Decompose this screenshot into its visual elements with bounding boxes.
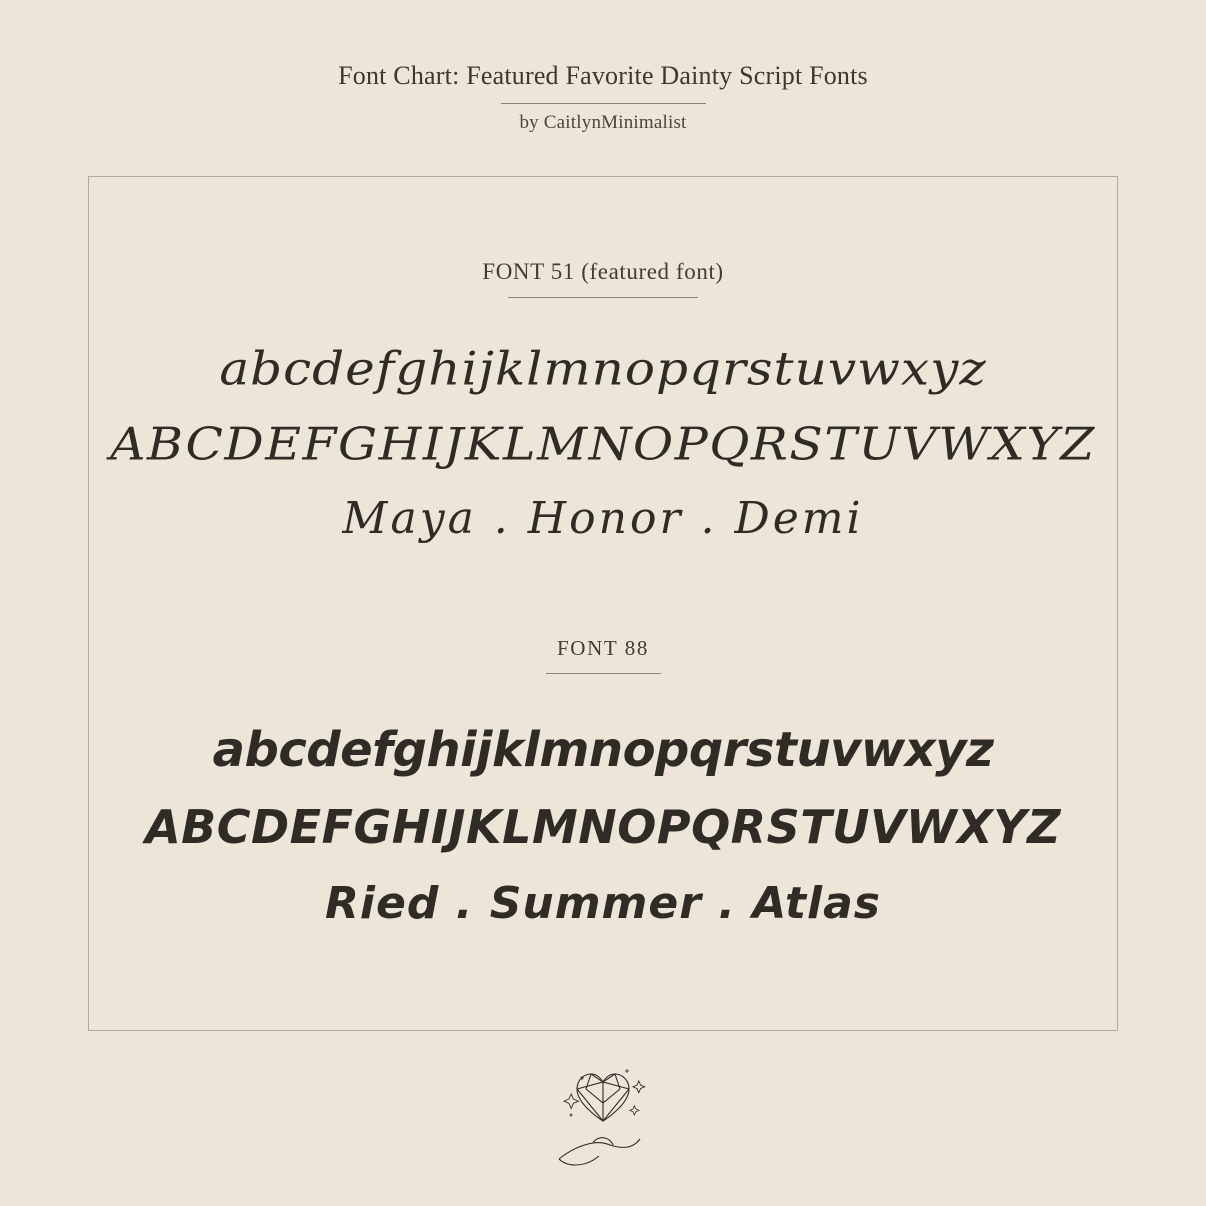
font-51-uppercase-sample: ABCDEFGHIJKLMNOPQRSTUVWXYZ (110, 418, 1096, 471)
geometric-heart-in-hand-logo-icon (533, 1055, 673, 1180)
font-51-names-sample: Maya . Honor . Demi (342, 493, 864, 544)
font-51-lowercase-sample: abcdefghijklmnopqrstuvwxyz (219, 342, 987, 396)
font-88-label: FONT 88 (557, 636, 649, 660)
font-88-names-sample: Ried . Summer . Atlas (325, 878, 881, 929)
footer (0, 1055, 1206, 1180)
font-51-label: FONT 51 (featured font) (482, 259, 724, 284)
page-title: Font Chart: Featured Favorite Dainty Script Fonts (338, 61, 868, 90)
font-51-divider (508, 297, 698, 298)
font-88-divider (546, 673, 661, 674)
font-sample-block-51 (89, 177, 1117, 544)
font-samples-frame (88, 176, 1118, 1031)
font-sample-block-88 (89, 544, 1117, 929)
font-88-uppercase-sample: ABCDEFGHIJKLMNOPQRSTUVWXYZ (145, 800, 1061, 854)
font-88-lowercase-sample: abcdefghijklmnopqrstuvwxyz (212, 722, 994, 778)
title-divider (501, 103, 706, 104)
page-subtitle: by CaitlynMinimalist (519, 111, 687, 133)
header (0, 0, 1206, 134)
